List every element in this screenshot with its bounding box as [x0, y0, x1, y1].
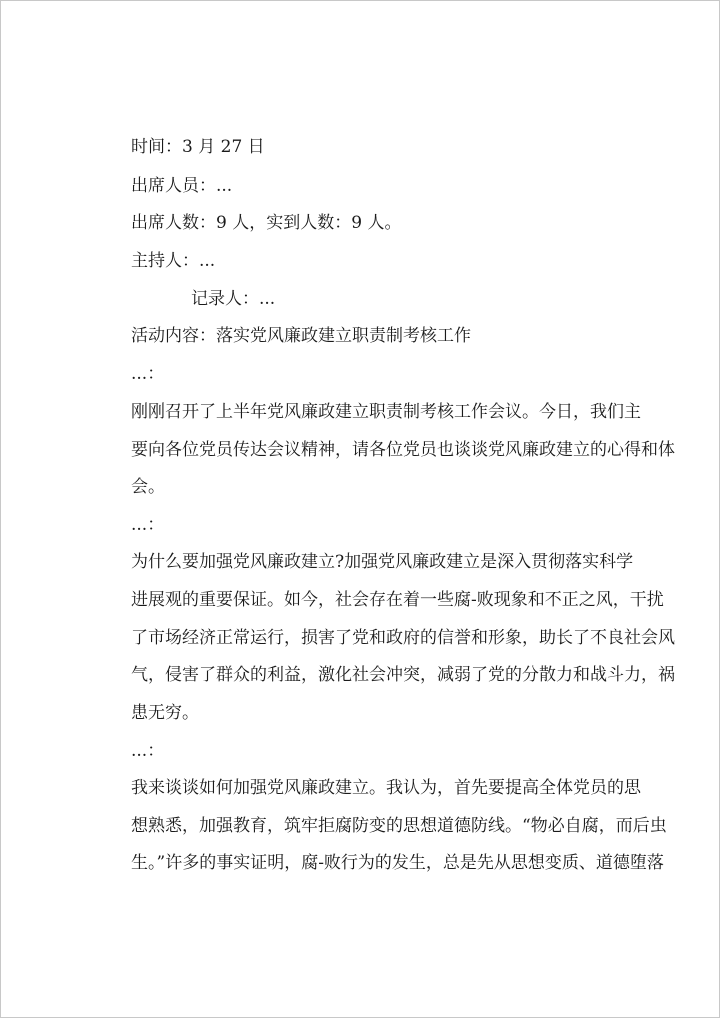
meeting-time: 时间：3 月 27 日: [131, 137, 265, 157]
paragraph-line: 我来谈谈如何加强党风廉政建立。我认为，首先要提高全体党员的思: [131, 778, 641, 798]
meeting-recorder: 记录人：...: [191, 289, 276, 309]
activity-content: 活动内容：落实党风廉政建立职责制考核工作: [131, 326, 471, 346]
paragraph-line: 生。”许多的事实证明，腐-败行为的发生，总是先从思想变质、道德堕落: [131, 853, 664, 873]
speaker-label: ...：: [131, 364, 165, 384]
paragraph-line: 刚刚召开了上半年党风廉政建立职责制考核工作会议。今日，我们主: [131, 402, 641, 422]
paragraph-line: 要向各位党员传达会议精神，请各位党员也谈谈党风廉政建立的心得和体: [131, 440, 675, 460]
meeting-attendees: 出席人员：...: [131, 176, 233, 196]
speaker-label: ...：: [131, 741, 165, 761]
paragraph-line: 为什么要加强党风廉政建立?加强党风廉政建立是深入贯彻落实科学: [131, 552, 634, 572]
paragraph-line: 会。: [131, 477, 165, 497]
paragraph-line: 想熟悉，加强教育，筑牢拒腐防变的思想道德防线。“物必自腐，而后虫: [131, 816, 667, 836]
paragraph-line: 气，侵害了群众的利益，激化社会冲突，减弱了党的分散力和战斗力，祸: [131, 665, 675, 685]
meeting-host: 主持人：...: [131, 251, 216, 271]
paragraph-line: 了市场经济正常运行，损害了党和政府的信誉和形象，助长了不良社会风: [131, 628, 675, 648]
speaker-label: ...：: [131, 515, 165, 535]
paragraph-line: 进展观的重要保证。如今，社会存在着一些腐-败现象和不正之风，干扰: [131, 590, 664, 610]
attendance-count: 出席人数：9 人，实到人数：9 人。: [131, 213, 402, 233]
paragraph-line: 患无穷。: [131, 703, 199, 723]
